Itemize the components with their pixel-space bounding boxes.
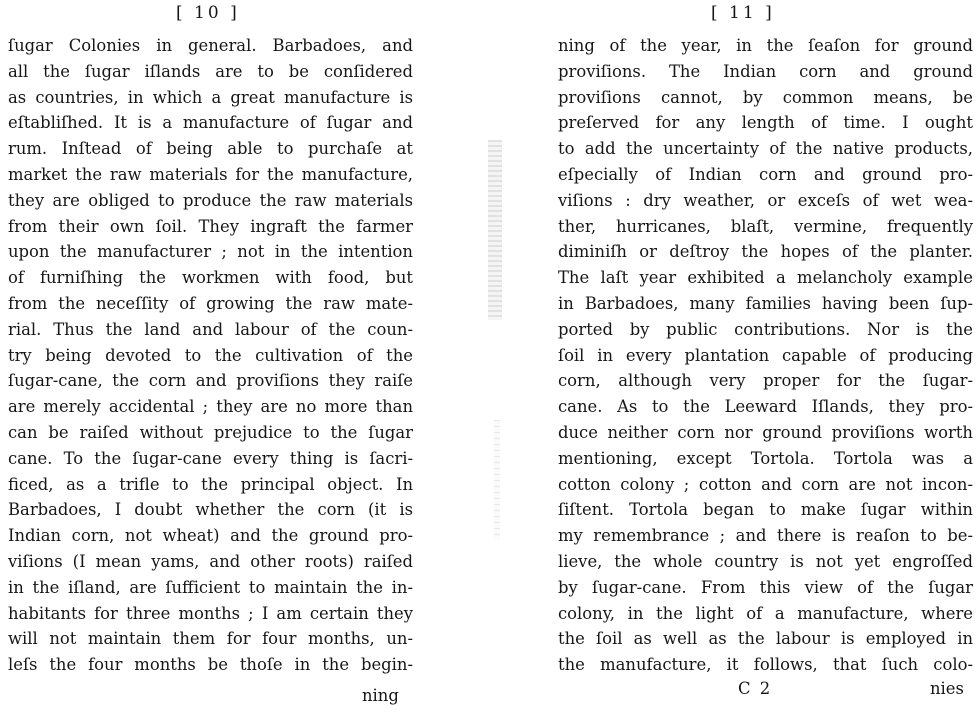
text-line: viſions (I mean yams, and other roots) raiſed	[8, 551, 413, 571]
text-line: the ſoil as well as the labour is employed in	[558, 629, 973, 649]
text-line: habitants for three months ; I am certain they	[8, 603, 413, 623]
text-line: proviſions cannot, by common means, be	[558, 87, 973, 107]
text-line: from their own ſoil. They ingraft the farmer	[8, 216, 413, 236]
text-line: ſoil in every plantation capable of producing	[558, 345, 973, 365]
text-line: to add the uncertainty of the native products,	[558, 139, 973, 159]
text-line: duce neither corn nor ground proviſions worth	[558, 422, 973, 442]
gutter-shadow-lower	[494, 420, 500, 540]
text-line: my remembrance ; and there is reaſon to be-	[558, 526, 973, 546]
text-line: ſiſtent. Tortola began to make ſugar within	[558, 500, 973, 520]
text-line: ſugar Colonies in general. Barbadoes, and	[8, 36, 413, 55]
text-line: market the raw materials for the manufacture,	[8, 164, 413, 184]
text-line: the manufacture, it follows, that ſuch colo-	[558, 655, 973, 675]
text-line: will not maintain them for four months, un-	[8, 629, 413, 649]
text-line: leſs the four months be thoſe in the begin-	[8, 655, 413, 675]
left-page-text	[8, 33, 413, 678]
text-line: ſugar-cane, the corn and proviſions they raiſe	[8, 371, 413, 391]
gutter-shadow	[488, 140, 502, 320]
left-catchword: ning	[362, 686, 399, 705]
text-line: of furniſhing the workmen with food, but	[8, 268, 413, 288]
text-line: viſions : dry weather, or exceſs of wet wea-	[558, 190, 973, 210]
text-line: try being devoted to the cultivation of the	[8, 345, 413, 365]
text-line: can be raiſed without prejudice to the ſugar	[8, 422, 413, 442]
text-line: cane. As to the Leeward Iſlands, they pro-	[558, 397, 973, 417]
text-line: in Barbadoes, many families having been ſup-	[558, 293, 973, 313]
text-line: proviſions. The Indian corn and ground	[558, 61, 973, 81]
text-line: ning of the year, in the ſeaſon for ground	[558, 36, 973, 55]
left-page-number: [ 10 ]	[176, 3, 240, 23]
text-line: all the ſugar iſlands are to be conſidered	[8, 61, 413, 81]
text-line: eſpecially of Indian corn and ground pro-	[558, 164, 973, 184]
text-line: ficed, as a trifle to the principal object. In	[8, 474, 413, 494]
text-line: preſerved for any length of time. I ought	[558, 113, 973, 133]
text-line: diminiſh or deſtroy the hopes of the planter.	[558, 242, 973, 262]
text-line: colony, in the light of a manufacture, where	[558, 603, 973, 623]
text-line: rial. Thus the land and labour of the coun-	[8, 319, 413, 339]
text-line: eſtabliſhed. It is a manufacture of ſugar and	[8, 113, 413, 133]
text-line: upon the manufacturer ; not in the intention	[8, 242, 413, 262]
text-line: lieve, the whole country is not yet engroſſed	[558, 551, 973, 571]
text-line: corn, although very proper for the ſugar-	[558, 371, 973, 391]
right-page-text	[558, 33, 973, 678]
text-line: cotton colony ; cotton and corn are not incon-	[558, 474, 973, 494]
text-line: are merely accidental ; they are no more than	[8, 397, 413, 417]
signature-mark: C 2	[738, 679, 773, 698]
text-line: rum. Inſtead of being able to purchaſe at	[8, 139, 413, 159]
right-catchword: nies	[930, 679, 964, 698]
text-line: ported by public contributions. Nor is the	[558, 319, 973, 339]
text-line: cane. To the ſugar-cane every thing is ſacri-	[8, 448, 413, 468]
text-line: by ſugar-cane. From this view of the ſugar	[558, 577, 973, 597]
text-line: ther, hurricanes, blaſt, vermine, frequently	[558, 216, 973, 236]
text-line: Indian corn, not wheat) and the ground pro-	[8, 526, 413, 546]
right-page-number: [ 11 ]	[711, 3, 775, 23]
text-line: mentioning, except Tortola. Tortola was a	[558, 448, 973, 468]
text-line: they are obliged to produce the raw materials	[8, 190, 413, 210]
text-line: as countries, in which a great manufacture is	[8, 87, 413, 107]
text-line: from the neceſſity of growing the raw mate-	[8, 293, 413, 313]
text-line: The laſt year exhibited a melancholy example	[558, 268, 973, 288]
text-line: Barbadoes, I doubt whether the corn (it is	[8, 500, 413, 520]
text-line: in the iſland, are ſufficient to maintain the in-	[8, 577, 413, 597]
